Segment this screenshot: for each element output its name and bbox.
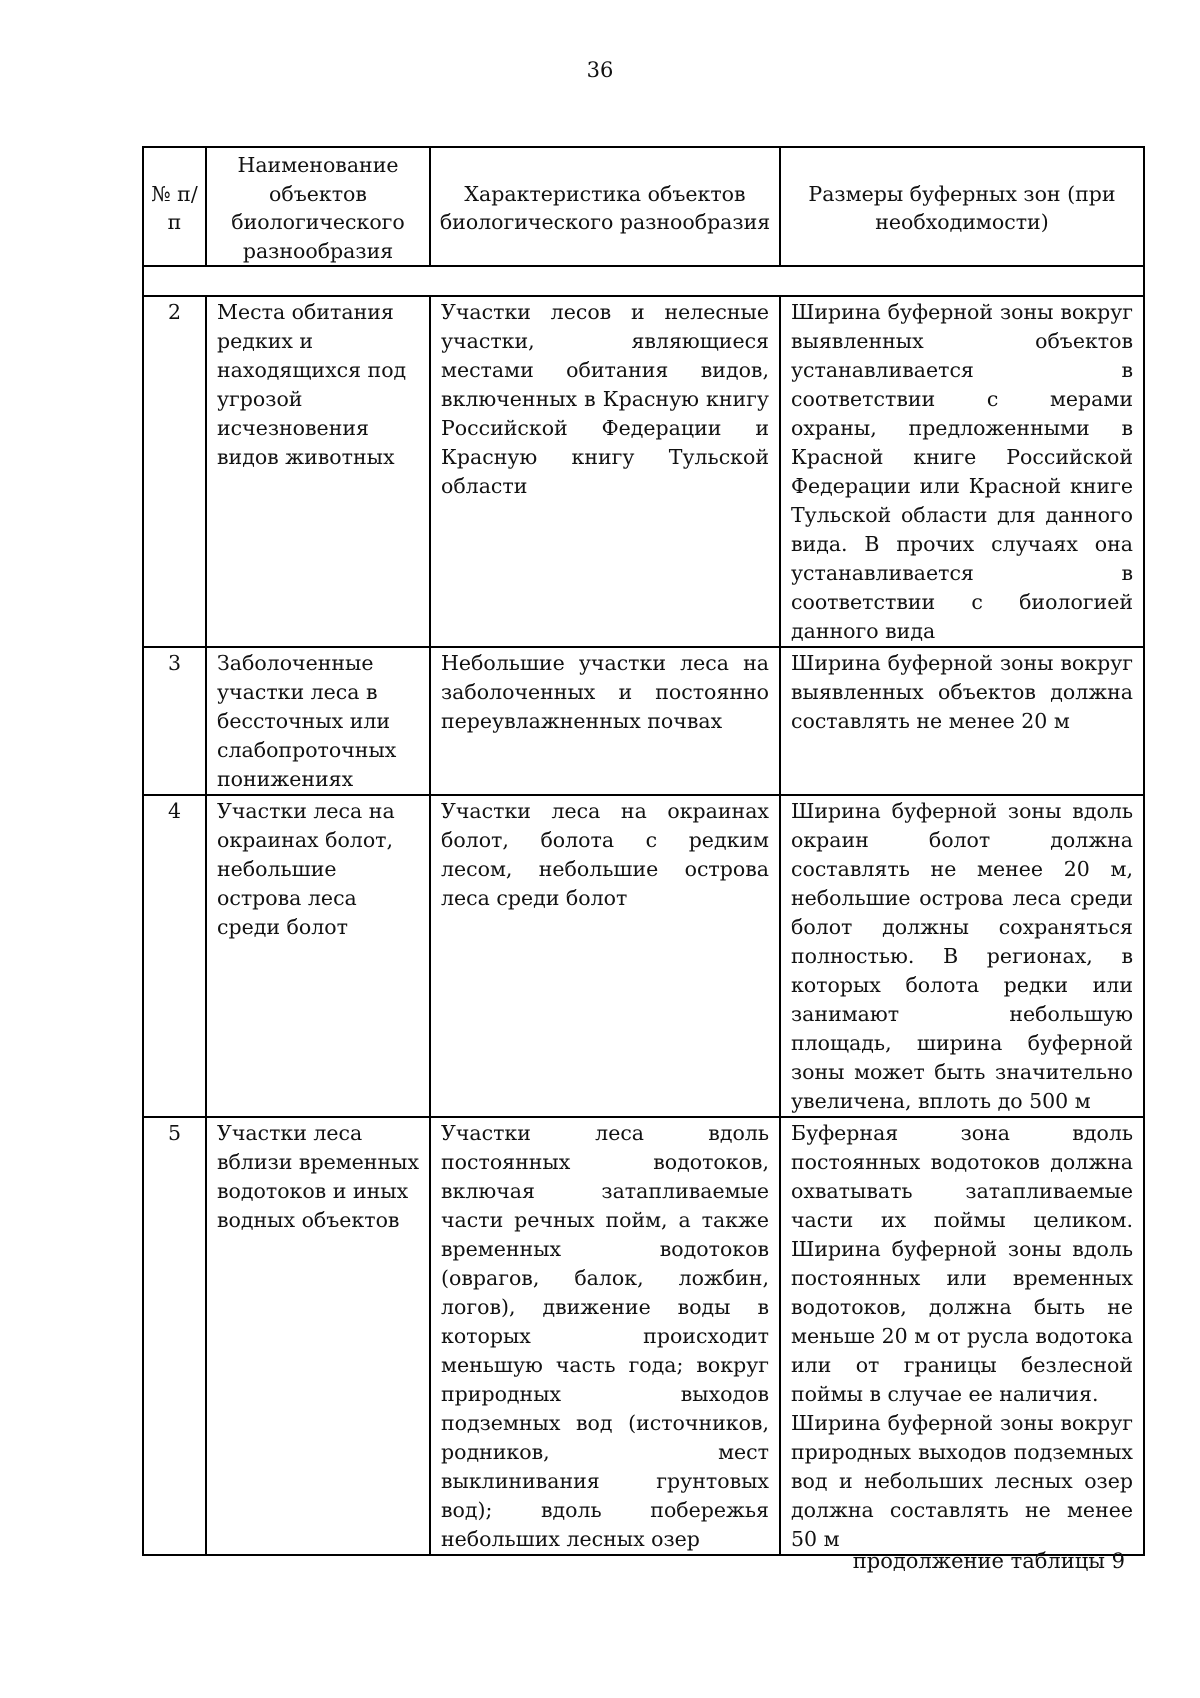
row-buffer bbox=[780, 1117, 1144, 1555]
row-buffer: Ширина буферной зоны вокруг выявленных объектов устанавливается в соответствии с мерами охраны, предложенными в Красной книге Российской Федерации или Красной книге Тульской области для данного вида. В прочих случаях она устанавливается в соответствии с биологией данного вида bbox=[780, 296, 1144, 647]
header-buffer: Размеры буферных зон (при необходимости) bbox=[780, 147, 1144, 266]
row-name: Заболоченные участки леса в бессточных или слабопроточных понижениях bbox=[206, 647, 430, 795]
table-row bbox=[143, 296, 1144, 647]
table-row bbox=[143, 795, 1144, 1117]
row-characteristics: Участки леса вдоль постоянных водотоков, включая затапливаемые части речных пойм, а также временных водотоков (оврагов, балок, ложбин, логов), движение воды в которых происходит меньшую часть года; вокруг природных выходов подземных вод (источников, родников, мест выклинивания грунтовых вод); вдоль побережья небольших лесных озер bbox=[430, 1117, 780, 1555]
biodiversity-table bbox=[142, 146, 1145, 1556]
table-spacer-row bbox=[143, 266, 1144, 296]
row-num: 3 bbox=[143, 647, 206, 795]
row-buffer: Ширина буферной зоны вдоль окраин болот должна составлять не менее 20 м, небольшие острова леса среди болот должны сохраняться полностью. В регионах, в которых болота редки или занимают небольшую площадь, ширина буферной зоны может быть значительно увеличена, вплоть до 500 м bbox=[780, 795, 1144, 1117]
table-row bbox=[143, 647, 1144, 795]
row-characteristics: Участки лесов и нелесные участки, являющиеся местами обитания видов, включенных в Красную книгу Российской Федерации и Красную книгу Тульской области bbox=[430, 296, 780, 647]
page-number: 36 bbox=[586, 58, 614, 82]
header-characteristics: Характеристика объектов биологического разнообразия bbox=[430, 147, 780, 266]
row-name: Участки леса на окраинах болот, небольшие острова леса среди болот bbox=[206, 795, 430, 1117]
row-num: 4 bbox=[143, 795, 206, 1117]
row-num: 2 bbox=[143, 296, 206, 647]
row-buffer: Ширина буферной зоны вокруг выявленных объектов должна составлять не менее 20 м bbox=[780, 647, 1144, 795]
header-name: Наименование объектов биологического разнообразия bbox=[206, 147, 430, 266]
row-name: Места обитания редких и находящихся под угрозой исчезновения видов животных bbox=[206, 296, 430, 647]
header-num: № п/п bbox=[143, 147, 206, 266]
row-characteristics: Участки леса на окраинах болот, болота с редким лесом, небольшие острова леса среди болот bbox=[430, 795, 780, 1117]
row-buffer-paragraph: Буферная зона вдоль постоянных водотоков должна охватывать затапливаемые части их поймы целиком. Ширина буферной зоны вдоль постоянных или временных водотоков, должна быть не меньше 20 м от русла водотока или от границы безлесной поймы в случае ее наличия. bbox=[791, 1121, 1133, 1406]
table-header-row bbox=[143, 147, 1144, 266]
row-num: 5 bbox=[143, 1117, 206, 1555]
spacer-cell bbox=[143, 266, 1144, 296]
row-characteristics: Небольшие участки леса на заболоченных и постоянно переувлажненных почвах bbox=[430, 647, 780, 795]
table-row bbox=[143, 1117, 1144, 1555]
row-buffer-paragraph-extra: Ширина буферной зоны вокруг природных выходов подземных вод и небольших лесных озер должна составлять не менее 50 м bbox=[791, 1411, 1133, 1551]
table-caption: продолжение таблицы 9 bbox=[852, 1549, 1125, 1573]
row-name: Участки леса вблизи временных водотоков и иных водных объектов bbox=[206, 1117, 430, 1555]
